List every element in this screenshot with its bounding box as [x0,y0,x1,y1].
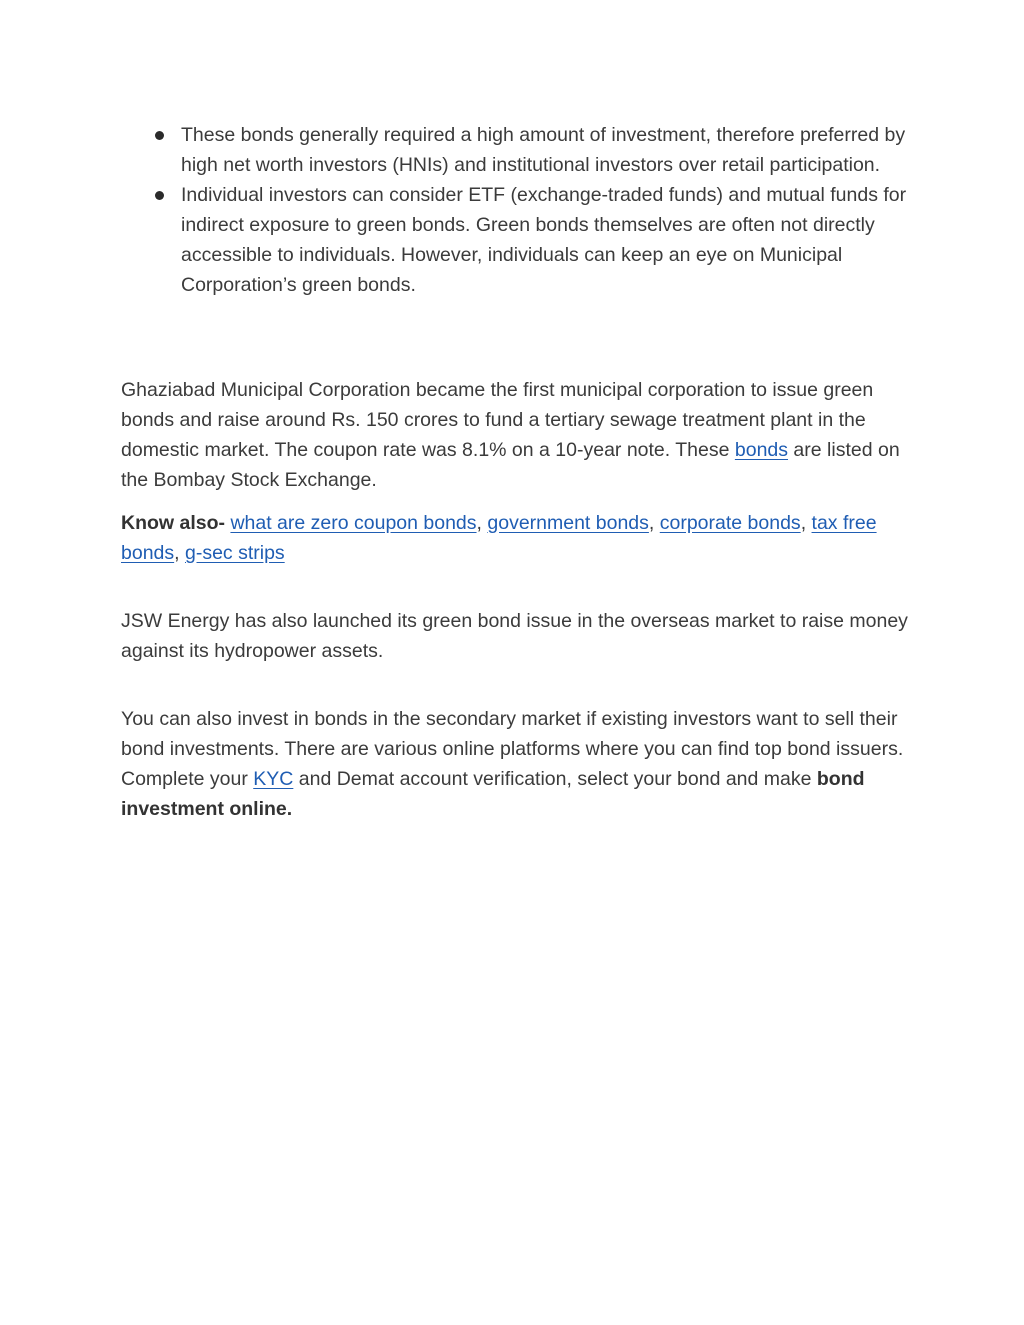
paragraph-jsw: JSW Energy has also launched its green bond issue in the overseas market to raise money against its hydropower assets. [121,610,908,662]
ghaziabad-text: Ghaziabad Municipal Corporation became the first municipal corporation to issue green bonds and raise around Rs. 150 crores to fund a tertiary sewage treatment plant in the domestic market. The coupon rate was 8.1% on a 10-year note. These [121,379,874,461]
bond-investment-online-text: bond investment online. [121,768,865,820]
list-item [121,120,911,180]
document-content [121,120,911,824]
kyc-link[interactable]: KYC [253,768,294,790]
secondary-text-middle: and Demat account verification, select your bond and make [293,768,817,790]
ghaziabad-text-end: are listed on the Bombay Stock Exchange. [121,439,900,491]
g-sec-strips-link[interactable]: g-sec strips [184,542,285,564]
corporate-bonds-link[interactable]: corporate bonds [659,512,801,534]
link-separator: , [648,512,660,534]
link-separator: , [476,512,488,534]
paragraph-ghaziabad [121,375,911,495]
tax-free-bonds-link[interactable]: tax free bonds [121,512,877,564]
bullet-text: Individual investors can consider ETF (exchange-traded funds) and mutual funds for indirect exposure to green bonds. Green bonds themselves are often not directly accessible to individuals. However, individuals can keep an eye on Municipal Corporation’s green bonds. [181,184,907,296]
bullet-icon [155,191,164,200]
bullet-text: These bonds generally required a high amount of investment, therefore preferred by high net worth investors (HNIs) and institutional investors over retail participation. [181,124,906,176]
paragraph-know-also [121,508,911,568]
secondary-text: You can also invest in bonds in the secondary market if existing investors want to sell their bond investments. There are various online platforms where you can find top bond issuers. Complete your [121,708,904,790]
link-separator: , [174,542,185,564]
know-also-label: Know also- [121,512,226,534]
government-bonds-link[interactable]: government bonds [487,512,649,534]
paragraph-secondary-market [121,704,911,824]
link-separator: , [800,512,812,534]
list-item [121,180,911,300]
zero-coupon-bonds-link[interactable]: what are zero coupon bonds [230,512,477,534]
bonds-link[interactable]: bonds [734,439,789,461]
bullet-list [121,120,911,300]
bullet-icon [155,131,164,140]
